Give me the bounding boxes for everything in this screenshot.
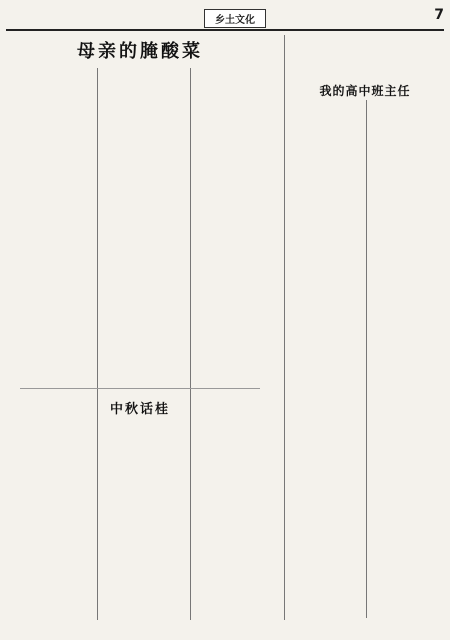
section-divider: [20, 388, 260, 389]
article-column: [100, 68, 188, 386]
article-divider: [284, 35, 285, 620]
column-divider: [190, 68, 191, 620]
article-title: 中秋话桂: [109, 402, 170, 417]
section-title: 乡土文化: [204, 9, 266, 28]
column-divider: [97, 68, 98, 620]
header-divider: [6, 29, 444, 31]
issue-date: [146, 11, 152, 19]
article-column: [8, 430, 96, 620]
column-divider: [366, 100, 367, 618]
article-title: 母亲的腌酸菜: [77, 41, 203, 62]
masthead: [6, 6, 444, 30]
article-column: [289, 100, 363, 618]
article-column: [193, 68, 281, 618]
article-column: [100, 430, 188, 620]
page-number: 7: [434, 7, 444, 23]
article-column: [369, 100, 443, 618]
article-column: [8, 68, 96, 386]
article-title: 我的高中班主任: [319, 84, 411, 98]
